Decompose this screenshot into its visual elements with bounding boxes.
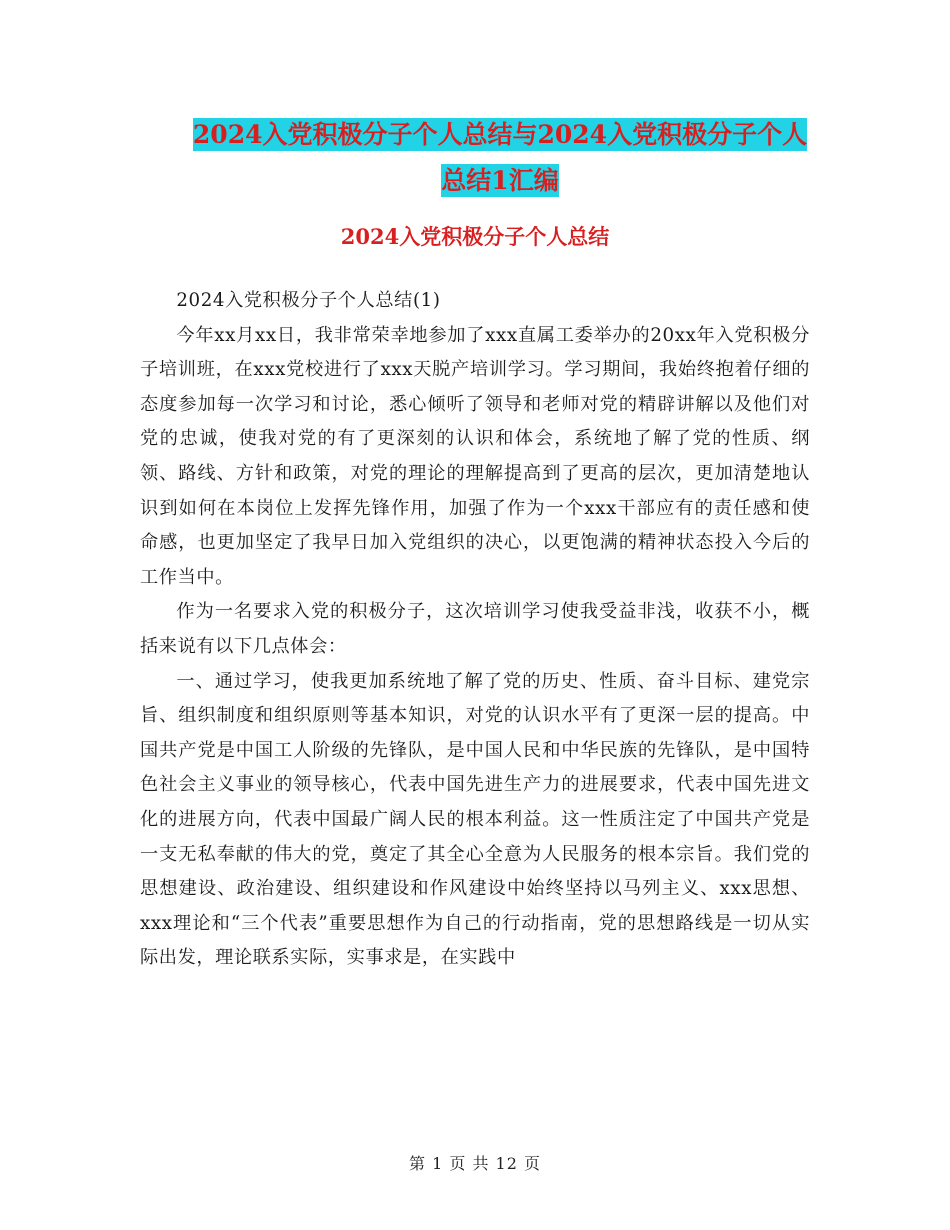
paragraph: 作为一名要求入党的积极分子，这次培训学习使我受益非浅，收获不小，概括来说有以下几点体会： <box>140 601 810 657</box>
body-text <box>140 284 810 976</box>
title-line-1: 2024入党积极分子个人总结与2024入党积极分子个人 <box>192 120 808 149</box>
page-footer: 第 1 页 共 12 页 <box>409 1154 541 1173</box>
section-title: 2024入党积极分子个人总结 <box>340 224 610 249</box>
document-title <box>140 112 860 204</box>
paragraph-subheading: 2024入党积极分子个人总结(1) <box>176 290 441 311</box>
paragraph: 一、通过学习，使我更加系统地了解了党的历史、性质、奋斗目标、建党宗旨、组织制度和组织原则等基本知识，对党的认识水平有了更深一层的提高。中国共产党是中国工人阶级的先锋队，是中国人民和中华民族的先锋队，是中国特色社会主义事业的领导核心，代表中国先进生产力的进展要求，代表中国先进文化的进展方向，代表中国最广阔人民的根本利益。这一性质注定了中国共产党是一支无私奉献的伟大的党，奠定了其全心全意为人民服务的根本宗旨。我们党的思想建设、政治建设、组织建设和作风建设中始终坚持以马列主义、xxx思想、xxx理论和“三个代表”重要思想作为自己的行动指南，党的思想路线是一切从实际出发，理论联系实际，实事求是，在实践中 <box>140 670 810 969</box>
title-line-2: 总结1汇编 <box>441 166 559 195</box>
paragraph: 今年xx月xx日，我非常荣幸地参加了xxx直属工委举办的20xx年入党积极分子培训班，在xxx党校进行了xxx天脱产培训学习。学习期间，我始终抱着仔细的态度参加每一次学习和讨论，悉心倾听了领导和老师对党的精辟讲解以及他们对党的忠诚，使我对党的有了更深刻的认识和体会，系统地了解了党的性质、纲领、路线、方针和政策，对党的理论的理解提高到了更高的层次，更加清楚地认识到如何在本岗位上发挥先锋作用，加强了作为一个xxx干部应有的责任感和使命感，也更加坚定了我早日加入党组织的决心，以更饱满的精神状态投入今后的工作当中。 <box>140 324 810 588</box>
